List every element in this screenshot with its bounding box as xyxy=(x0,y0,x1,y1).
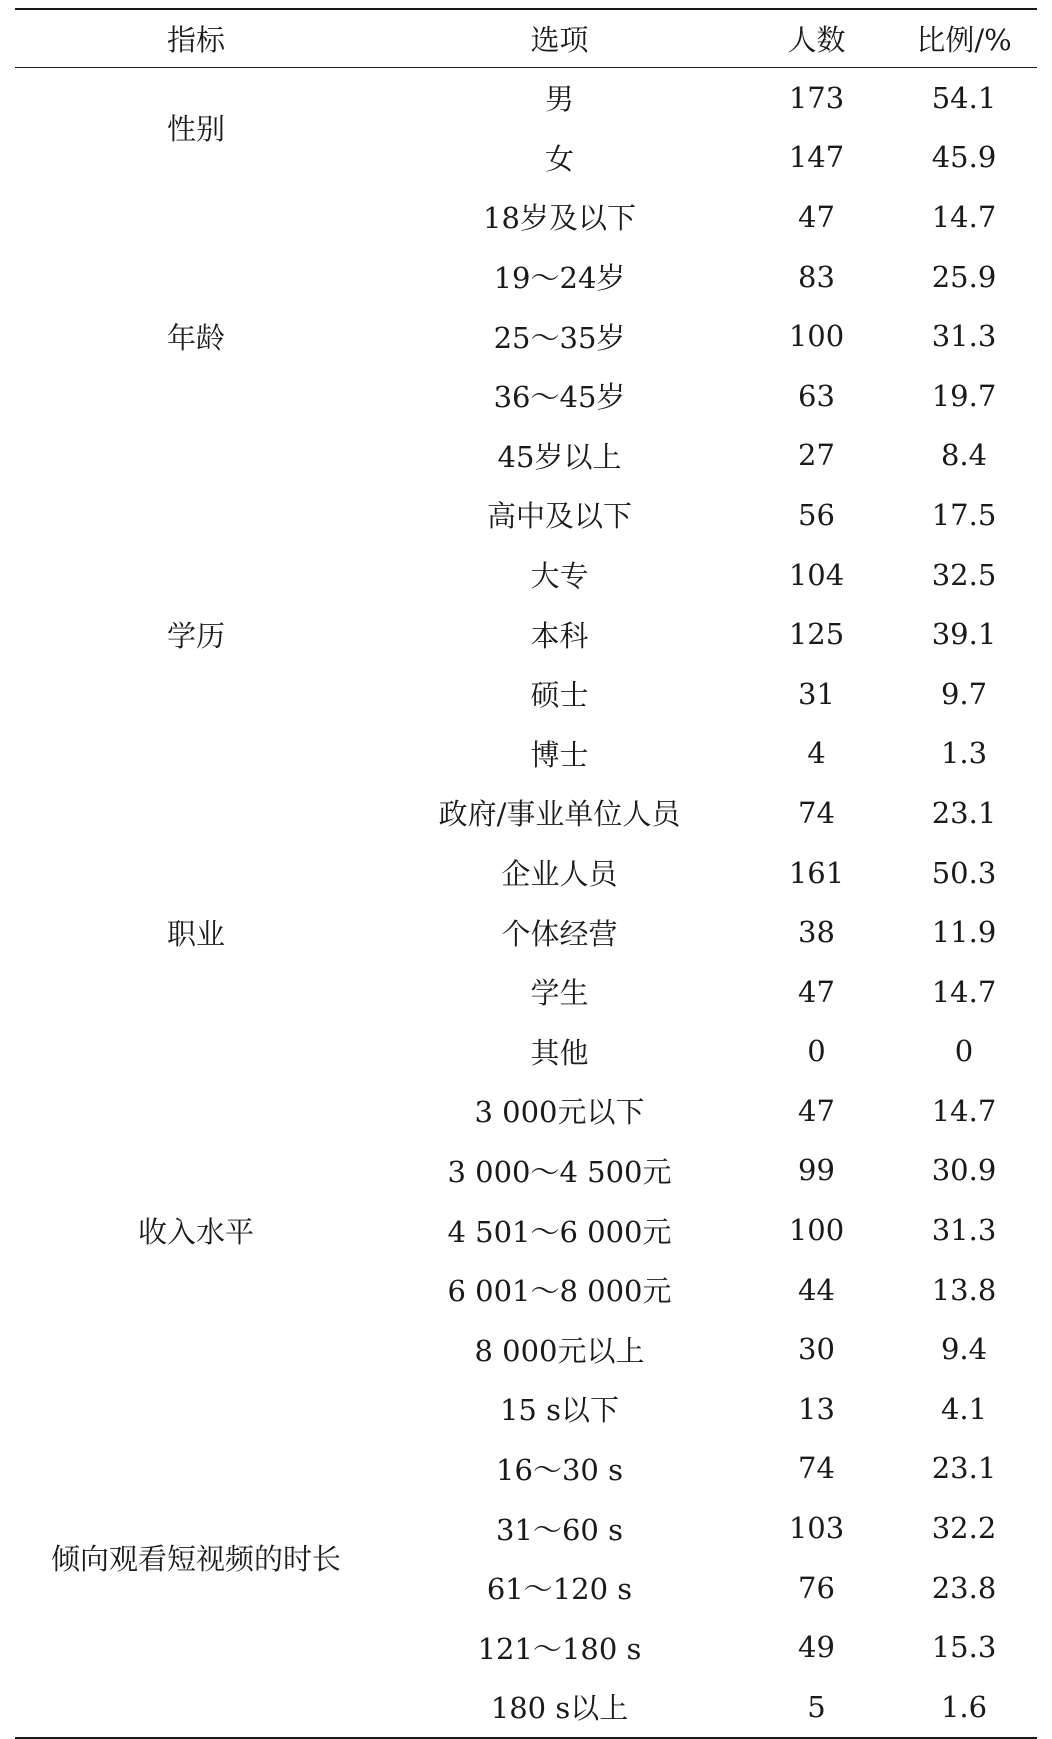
count-cell: 47 xyxy=(798,974,835,1009)
option-cell: 学生 xyxy=(530,976,589,1011)
percent-cell: 0 xyxy=(954,1034,974,1069)
group-label: 年龄 xyxy=(166,320,225,355)
percent-cell: 14.7 xyxy=(931,199,997,234)
percent-cell: 14.7 xyxy=(931,974,997,1009)
percent-cell: 23.8 xyxy=(931,1570,997,1605)
percent-cell: 15.3 xyxy=(931,1630,997,1665)
table-row xyxy=(15,485,1037,545)
count-cell: 173 xyxy=(788,80,845,115)
option-cell: 18岁及以下 xyxy=(483,201,636,236)
count-cell: 103 xyxy=(788,1511,845,1546)
percent-cell: 31.3 xyxy=(931,319,997,354)
option-cell: 180 s以上 xyxy=(490,1691,629,1726)
percent-cell: 11.9 xyxy=(931,915,997,950)
option-cell: 3 000～4 500元 xyxy=(447,1154,672,1189)
percent-cell: 1.6 xyxy=(940,1689,988,1724)
count-cell: 147 xyxy=(788,140,845,175)
percent-cell: 23.1 xyxy=(931,795,997,830)
option-cell: 25～35岁 xyxy=(493,320,626,355)
percent-cell: 9.7 xyxy=(940,676,988,711)
table-row xyxy=(15,187,1037,247)
percent-cell: 25.9 xyxy=(931,259,997,294)
option-cell: 31～60 s xyxy=(496,1512,623,1547)
option-cell: 15 s以下 xyxy=(499,1393,619,1428)
count-cell: 63 xyxy=(798,378,835,413)
option-cell: 16～30 s xyxy=(496,1452,623,1487)
header-indicator: 指标 xyxy=(166,23,225,57)
option-cell: 硕士 xyxy=(530,678,589,713)
percent-cell: 23.1 xyxy=(931,1451,997,1486)
count-cell: 83 xyxy=(798,259,835,294)
option-cell: 4 501～6 000元 xyxy=(447,1214,672,1249)
count-cell: 74 xyxy=(798,1451,835,1486)
count-cell: 100 xyxy=(788,1213,845,1248)
header-count: 人数 xyxy=(787,23,846,57)
count-cell: 38 xyxy=(798,915,835,950)
option-cell: 19～24岁 xyxy=(493,261,626,296)
count-cell: 44 xyxy=(798,1272,835,1307)
option-cell: 高中及以下 xyxy=(486,499,632,534)
option-cell: 企业人员 xyxy=(501,857,618,892)
option-cell: 政府/事业单位人员 xyxy=(438,797,681,832)
option-cell: 其他 xyxy=(530,1035,589,1070)
percent-cell: 32.2 xyxy=(931,1511,997,1546)
option-cell: 本科 xyxy=(530,618,589,653)
group-label: 职业 xyxy=(166,916,225,951)
percent-cell: 19.7 xyxy=(931,378,997,413)
percent-cell: 1.3 xyxy=(940,736,988,771)
demographics-table xyxy=(15,8,1037,1739)
group-label: 性别 xyxy=(166,112,225,147)
percent-cell: 14.7 xyxy=(931,1093,997,1128)
count-cell: 30 xyxy=(798,1332,835,1367)
option-cell: 121～180 s xyxy=(477,1631,642,1666)
percent-cell: 9.4 xyxy=(940,1332,988,1367)
count-cell: 74 xyxy=(798,795,835,830)
option-cell: 男 xyxy=(544,82,574,117)
count-cell: 49 xyxy=(798,1630,835,1665)
count-cell: 31 xyxy=(798,676,835,711)
percent-cell: 4.1 xyxy=(940,1391,988,1426)
table-row xyxy=(15,1081,1037,1141)
option-cell: 博士 xyxy=(530,737,589,772)
count-cell: 13 xyxy=(798,1391,835,1426)
count-cell: 0 xyxy=(807,1034,826,1069)
group-label: 收入水平 xyxy=(137,1214,254,1249)
option-cell: 大专 xyxy=(530,559,589,594)
header-option: 选项 xyxy=(530,23,589,57)
option-cell: 8 000元以上 xyxy=(474,1333,645,1368)
count-cell: 125 xyxy=(788,617,845,652)
percent-cell: 30.9 xyxy=(931,1153,997,1188)
percent-cell: 32.5 xyxy=(931,557,997,592)
table-header xyxy=(15,9,1037,68)
count-cell: 27 xyxy=(798,438,835,473)
group-label: 倾向观看短视频的时长 xyxy=(50,1542,341,1577)
percent-cell: 39.1 xyxy=(931,617,997,652)
option-cell: 61～120 s xyxy=(486,1572,633,1607)
count-cell: 161 xyxy=(788,855,845,890)
option-cell: 6 001～8 000元 xyxy=(447,1274,672,1309)
option-cell: 36～45岁 xyxy=(493,380,626,415)
header-percent: 比例/% xyxy=(916,23,1012,57)
count-cell: 100 xyxy=(788,319,845,354)
percent-cell: 54.1 xyxy=(931,80,997,115)
percent-cell: 31.3 xyxy=(931,1213,997,1248)
header-row xyxy=(15,9,1037,68)
percent-cell: 50.3 xyxy=(931,855,997,890)
percent-cell: 17.5 xyxy=(931,497,997,532)
count-cell: 5 xyxy=(807,1689,826,1724)
option-cell: 45岁以上 xyxy=(497,439,622,474)
percent-cell: 45.9 xyxy=(931,140,997,175)
percent-cell: 13.8 xyxy=(931,1272,997,1307)
option-cell: 个体经营 xyxy=(501,916,618,951)
table-body xyxy=(15,68,1037,1738)
table-row xyxy=(15,1379,1037,1439)
count-cell: 47 xyxy=(798,199,835,234)
count-cell: 99 xyxy=(798,1153,835,1188)
count-cell: 76 xyxy=(798,1570,835,1605)
table-row xyxy=(15,68,1037,128)
option-cell: 3 000元以下 xyxy=(474,1095,645,1130)
group-label: 学历 xyxy=(166,618,225,653)
count-cell: 47 xyxy=(798,1093,835,1128)
option-cell: 女 xyxy=(544,141,574,176)
count-cell: 104 xyxy=(788,557,845,592)
percent-cell: 8.4 xyxy=(940,438,988,473)
count-cell: 4 xyxy=(807,736,826,771)
count-cell: 56 xyxy=(798,497,835,532)
table-row xyxy=(15,783,1037,843)
